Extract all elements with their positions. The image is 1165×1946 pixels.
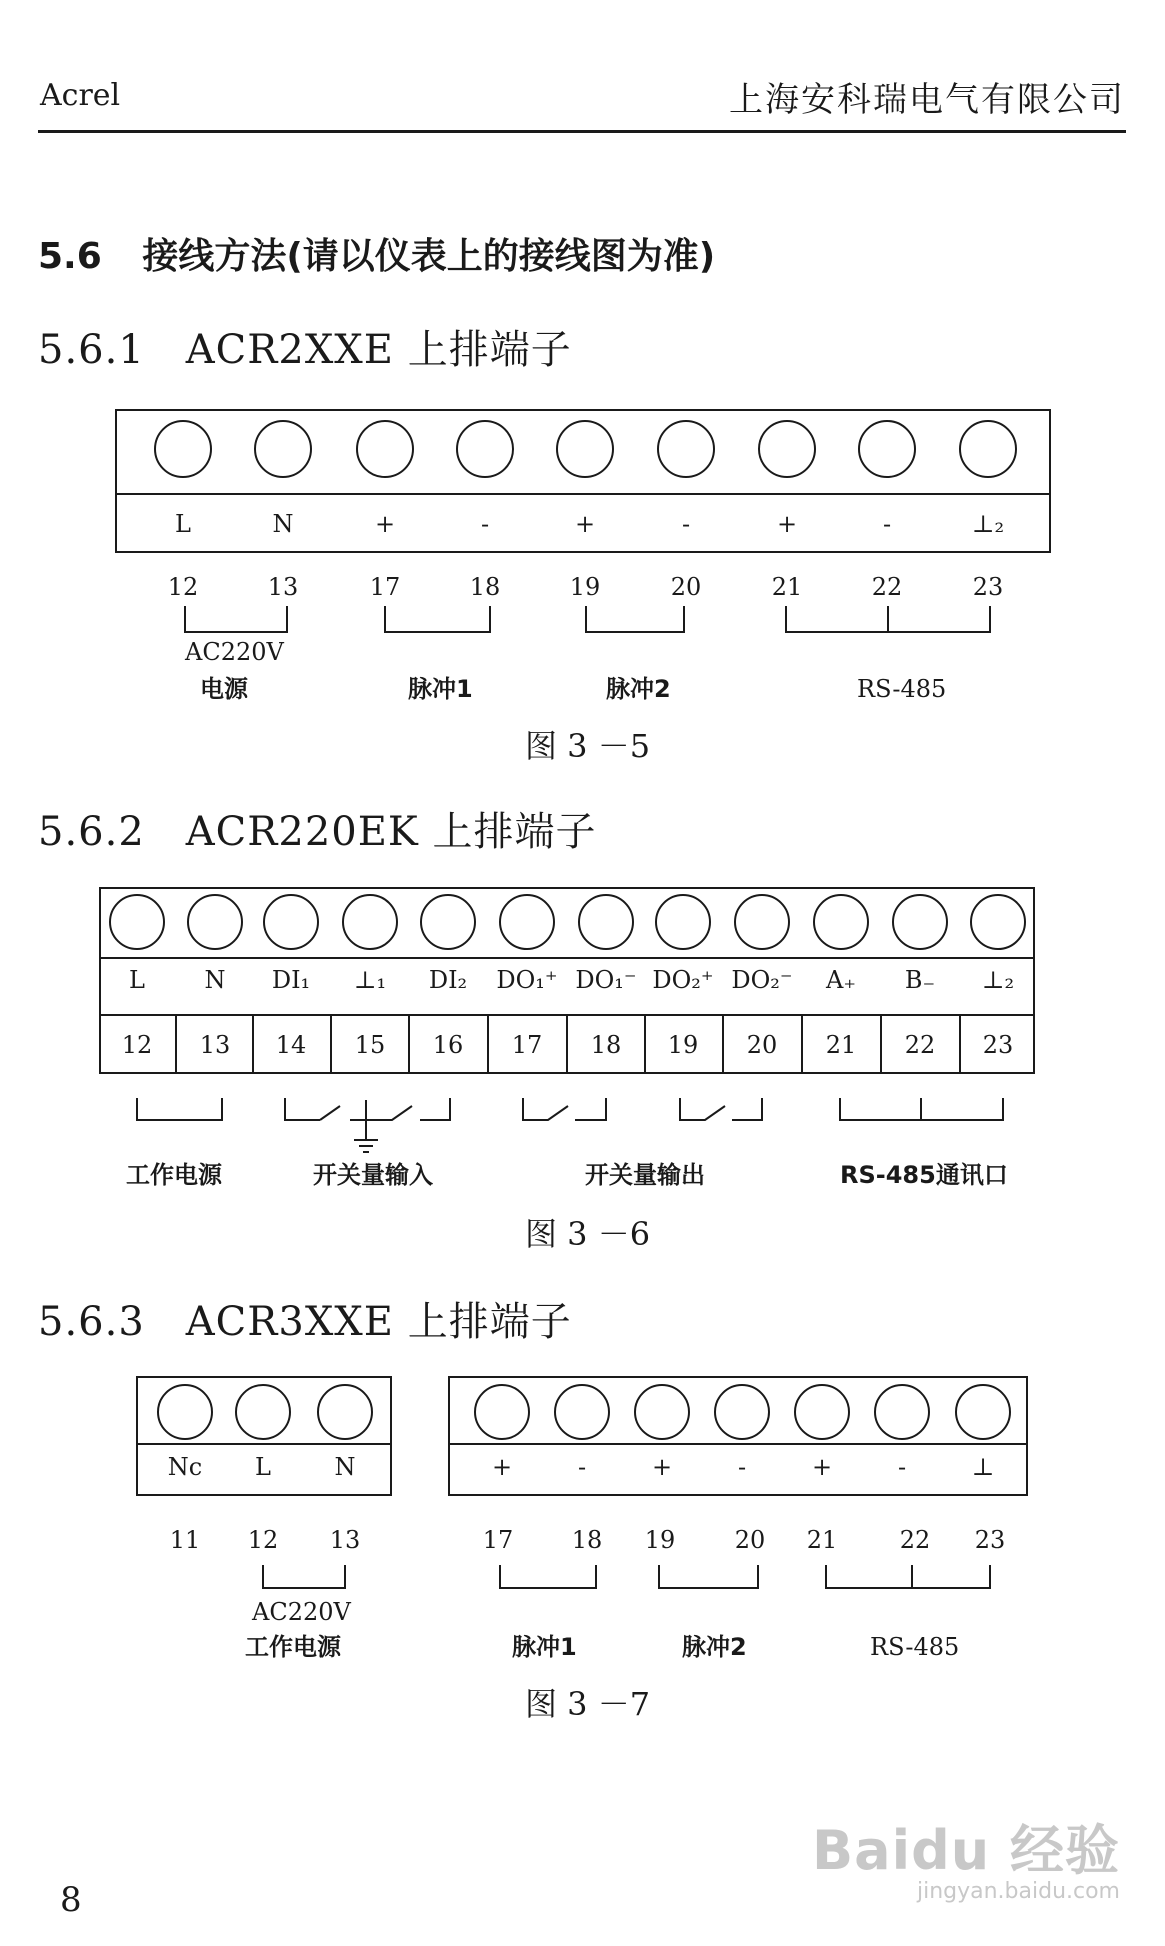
fig35-screw-0 xyxy=(155,421,211,477)
caption-3-5: 图 3 －5 xyxy=(525,727,651,765)
fig37r-number-0: 17 xyxy=(482,1526,514,1554)
fig37r-mark-6: ⊥ xyxy=(971,1453,995,1481)
fig35-number-5: 20 xyxy=(670,573,702,601)
fig37l-number-1: 12 xyxy=(247,1526,279,1554)
fig36-mark-10: B₋ xyxy=(904,966,936,994)
fig36-mark-2: DI₁ xyxy=(271,966,311,994)
fig36-mark-7: DO₂⁺ xyxy=(652,966,714,994)
fig36-screw-5 xyxy=(500,895,554,949)
label-rs485-3: RS-485 xyxy=(870,1633,960,1661)
fig36-mark-1: N xyxy=(204,966,226,994)
watermark-logo: Baidu 经验 xyxy=(811,1819,1120,1882)
label-output-2: 开关量输出 xyxy=(585,1161,705,1189)
caption-3-7: 图 3 －7 xyxy=(525,1685,651,1723)
fig35-mark-8: ⊥₂ xyxy=(971,510,1005,538)
fig36-mark-3: ⊥₁ xyxy=(353,966,387,994)
caption-3-6: 图 3 －6 xyxy=(525,1215,651,1253)
fig37r-mark-1: - xyxy=(577,1453,587,1481)
fig37l-mark-1: L xyxy=(255,1453,271,1481)
fig36-screw-10 xyxy=(893,895,947,949)
fig37r-number-3: 20 xyxy=(734,1526,766,1554)
fig36-number-4: 16 xyxy=(432,1031,464,1059)
fig37r-number-6: 23 xyxy=(974,1526,1006,1554)
fig35-number-8: 23 xyxy=(972,573,1004,601)
fig35-mark-1: N xyxy=(272,510,294,538)
fig35-number-0: 12 xyxy=(167,573,199,601)
fig35-number-2: 17 xyxy=(369,573,401,601)
label-pulse1-1: 脉冲1 xyxy=(408,675,473,703)
fig37r-mark-4: + xyxy=(811,1453,833,1481)
terminal-block-acr220ek xyxy=(100,888,1034,1073)
fig36-number-6: 18 xyxy=(590,1031,622,1059)
group-brackets-3-7 xyxy=(263,1565,990,1588)
fig37r-screw-3 xyxy=(715,1385,769,1439)
fig36-screw-3 xyxy=(343,895,397,949)
label-power-3: 工作电源 xyxy=(245,1633,341,1661)
fig36-number-9: 21 xyxy=(825,1031,857,1059)
fig36-screw-6 xyxy=(579,895,633,949)
fig35-mark-3: - xyxy=(480,510,490,538)
fig35-number-7: 22 xyxy=(871,573,903,601)
label-power-1: 电源 xyxy=(200,675,248,703)
label-pulse2-1: 脉冲2 xyxy=(606,675,671,703)
label-pulse1-3: 脉冲1 xyxy=(512,1633,577,1661)
fig37r-mark-5: - xyxy=(897,1453,907,1481)
fig35-screw-1 xyxy=(255,421,311,477)
fig36-mark-6: DO₁⁻ xyxy=(575,966,637,994)
label-ac220v-1: AC220V xyxy=(185,638,284,666)
fig35-screw-4 xyxy=(557,421,613,477)
fig37r-number-2: 19 xyxy=(644,1526,676,1554)
fig36-screw-4 xyxy=(421,895,475,949)
fig35-screw-8 xyxy=(960,421,1016,477)
subsection-3-heading: 5.6.3 ACR3XXE 上排端子 xyxy=(38,1299,572,1345)
fig37r-mark-0: + xyxy=(491,1453,513,1481)
fig36-mark-11: ⊥₂ xyxy=(981,966,1015,994)
label-power-2: 工作电源 xyxy=(126,1161,222,1189)
fig37r-screw-6 xyxy=(956,1385,1010,1439)
brand-name: Acrel xyxy=(40,78,121,113)
fig37r-number-4: 21 xyxy=(806,1526,838,1554)
terminal-block-acr3xxe-left xyxy=(137,1377,391,1554)
subsection-2-heading: 5.6.2 ACR220EK 上排端子 xyxy=(38,809,597,855)
fig37l-mark-0: Nc xyxy=(167,1453,203,1481)
fig37l-number-2: 13 xyxy=(329,1526,361,1554)
fig35-screw-3 xyxy=(457,421,513,477)
fig35-screw-2 xyxy=(357,421,413,477)
fig36-screw-9 xyxy=(814,895,868,949)
fig36-screw-11 xyxy=(971,895,1025,949)
fig36-mark-9: A₊ xyxy=(826,966,856,994)
fig37l-screw-1 xyxy=(236,1385,290,1439)
fig36-number-11: 23 xyxy=(982,1031,1014,1059)
fig36-screw-8 xyxy=(735,895,789,949)
label-rs485-2: RS-485通讯口 xyxy=(840,1161,1008,1189)
fig35-mark-7: - xyxy=(882,510,892,538)
fig35-mark-2: + xyxy=(374,510,396,538)
watermark xyxy=(812,1808,1120,1904)
group-brackets-3-6 xyxy=(137,1098,1003,1152)
fig35-screw-7 xyxy=(859,421,915,477)
page-number: 8 xyxy=(60,1880,82,1920)
fig36-number-10: 22 xyxy=(904,1031,936,1059)
fig37l-mark-2: N xyxy=(334,1453,356,1481)
fig36-number-7: 19 xyxy=(667,1031,699,1059)
fig35-number-6: 21 xyxy=(771,573,803,601)
fig37l-number-0: 11 xyxy=(169,1526,201,1554)
fig36-screw-7 xyxy=(656,895,710,949)
fig37r-screw-0 xyxy=(475,1385,529,1439)
fig37r-screw-2 xyxy=(635,1385,689,1439)
fig36-number-8: 20 xyxy=(746,1031,778,1059)
fig36-number-3: 15 xyxy=(354,1031,386,1059)
fig37l-screw-0 xyxy=(158,1385,212,1439)
fig37r-mark-3: - xyxy=(737,1453,747,1481)
fig36-number-0: 12 xyxy=(121,1031,153,1059)
fig35-number-4: 19 xyxy=(569,573,601,601)
section-text: 接线方法(请以仪表上的接线图为准) xyxy=(142,236,716,277)
fig37l-screw-2 xyxy=(318,1385,372,1439)
fig36-mark-8: DO₂⁻ xyxy=(731,966,793,994)
fig37r-number-1: 18 xyxy=(571,1526,603,1554)
label-input-2: 开关量输入 xyxy=(313,1161,433,1189)
fig36-mark-4: DI₂ xyxy=(428,966,468,994)
company-name: 上海安科瑞电气有限公司 xyxy=(729,80,1125,120)
section-number: 5.6 xyxy=(38,236,102,277)
fig36-mark-5: DO₁⁺ xyxy=(496,966,558,994)
fig36-screw-1 xyxy=(188,895,242,949)
fig37r-number-5: 22 xyxy=(899,1526,931,1554)
fig36-screw-0 xyxy=(110,895,164,949)
fig35-mark-5: - xyxy=(681,510,691,538)
fig37r-screw-1 xyxy=(555,1385,609,1439)
fig37r-mark-2: + xyxy=(651,1453,673,1481)
fig36-screw-2 xyxy=(264,895,318,949)
fig37r-screw-4 xyxy=(795,1385,849,1439)
label-pulse2-3: 脉冲2 xyxy=(682,1633,747,1661)
fig35-mark-6: + xyxy=(776,510,798,538)
group-brackets-3-5 xyxy=(185,606,990,632)
fig36-number-5: 17 xyxy=(511,1031,543,1059)
label-ac220v-3: AC220V xyxy=(252,1598,351,1626)
fig35-screw-5 xyxy=(658,421,714,477)
terminal-block-acr2xxe xyxy=(116,410,1050,601)
fig36-mark-0: L xyxy=(129,966,145,994)
fig35-number-3: 18 xyxy=(469,573,501,601)
fig36-number-1: 13 xyxy=(199,1031,231,1059)
subsection-1-heading: 5.6.1 ACR2XXE 上排端子 xyxy=(38,327,572,373)
fig35-number-1: 13 xyxy=(267,573,299,601)
fig37r-screw-5 xyxy=(875,1385,929,1439)
fig35-mark-4: + xyxy=(574,510,596,538)
fig35-screw-6 xyxy=(759,421,815,477)
terminal-block-acr3xxe-right xyxy=(449,1377,1027,1554)
fig36-number-2: 14 xyxy=(275,1031,307,1059)
label-rs485-1: RS-485 xyxy=(857,675,947,703)
watermark-url: jingyan.baidu.com xyxy=(916,1879,1120,1904)
fig35-mark-0: L xyxy=(175,510,191,538)
